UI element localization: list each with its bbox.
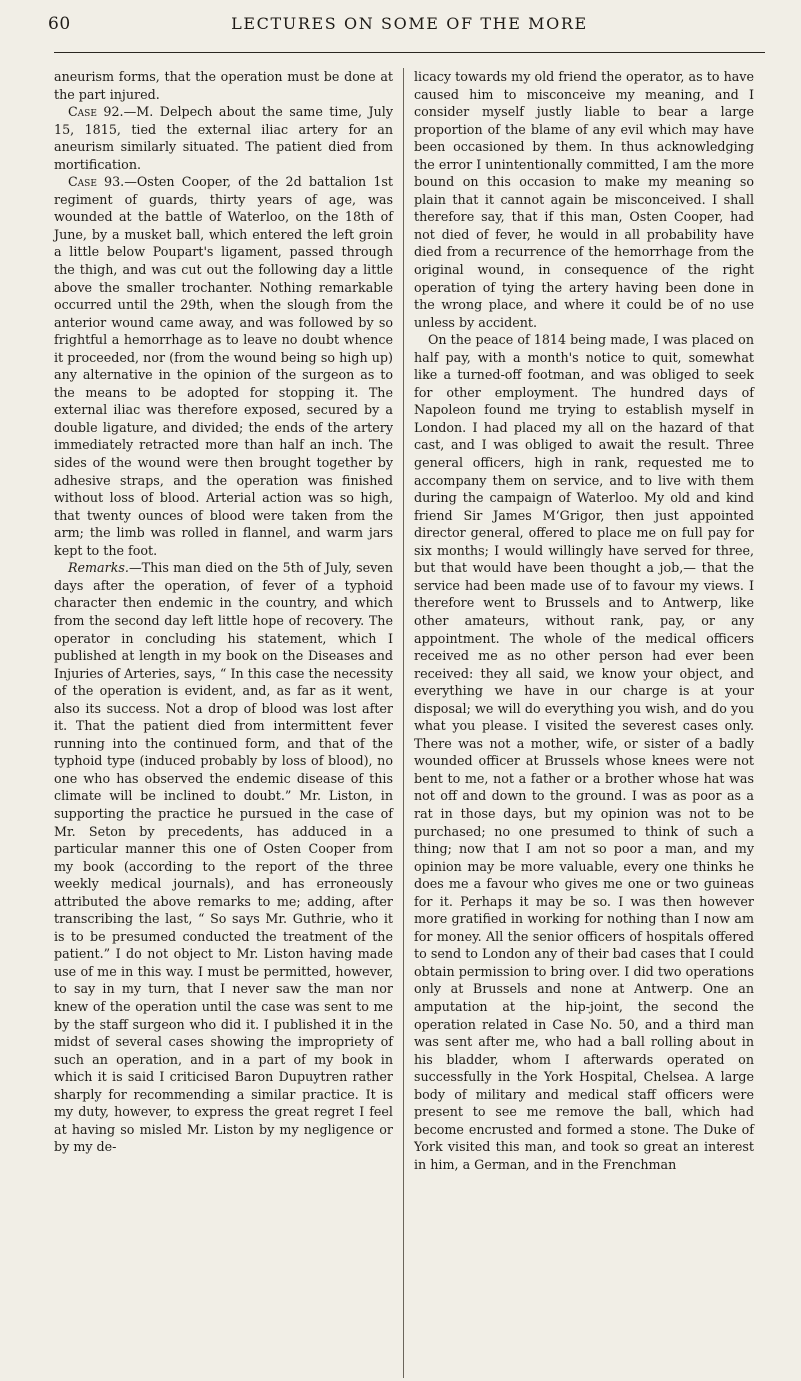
remarks-text: —This man died on the 5th of July, seven days after the operation, of fever of a typhoid character then endemic in the country, and which from the second day left little hope of recovery. The operator in concluding his statement, which I published at length in my book on the Diseases and Injuries of Arteries, says, “ In this case the necessity of the operation is evident, and, as far as it went, also its success. Not a drop of blood was lost after it. That the patient died from intermittent fever running into the continued form, and that of the typhoid type (induced probably by loss of blood), no one who has observed the endemic disease of this climate will be inclined to doubt.” Mr. Liston, in supporting the practice he pursued in the case of Mr. Seton by precedents, has adduced in a particular manner this one of Osten Cooper from my book (according to the report of the three weekly medical journals), and has erroneously attributed the above remarks to me; adding, after transcribing the last, “ So says Mr. Guthrie, who it is to be presumed conducted the treatment of the patient.” I do not object to Mr. Liston having made use of me in this way. I must be permitted, however, to say in my turn, that I never saw the man nor knew of the operation until the case was sent to me by the staff surgeon who did it. I published it in the midst of several cases showing the impropriety of such an operation, and in a part of my book in which it is said I criticised Baron Dupuytren rather sharply for recommending a similar practice. It is my duty, however, to express the great regret I feel at having so misled Mr. Liston by my negligence or by my de- (54, 560, 393, 1155)
paragraph: licacy towards my old friend the operator, as to have caused him to misconceive my meaning, and I consider myself justly liable to bear a large proportion of the blame of any evil which may have been occasioned by them. In thus acknowledging the error I unintentionally committed, I am the more bound on this occasion to make my meaning so plain that it cannot again be misconceived. I shall therefore say, that if this man, Osten Cooper, had not died of fever, he would in all probability have died from a recurrence of the hemorrhage from the original wound, in consequence of the right operation of tying the artery having been done in the wrong place, and where it could be of no use unless by accident. (414, 69, 754, 330)
case-92-paragraph (54, 103, 393, 173)
column-divider (403, 68, 404, 1378)
left-column (54, 68, 393, 1156)
case-label: Case 92. (67, 104, 124, 120)
remarks-label: Remarks. (67, 560, 129, 576)
page-number: 60 (48, 14, 71, 34)
case-label: Case 93. (67, 174, 125, 190)
header-rule (54, 52, 765, 53)
remarks-paragraph (54, 559, 393, 1156)
paragraph: aneurism forms, that the operation must be done at the part injured. (54, 69, 393, 102)
page-header (48, 14, 771, 44)
paragraph: On the peace of 1814 being made, I was placed on half pay, with a month's notice to quit, somewhat like a turned-off footman, and was obliged to seek for other employment. The hundred days of Napoleon found me trying to establish myself in London. I had placed my all on the hazard of that cast, and I was obliged to await the result. Three general officers, high in rank, requested me to accompany them on service, and to live with them during the campaign of Waterloo. My old and kind friend Sir James M‘Grigor, then just appointed director general, offered to place me on full pay for six months; I would willingly have served for three, but that would have been thought a job,— that the service had been made use of to favour my views. I therefore went to Brussels and to Antwerp, like other amateurs, without rank, pay, or any appointment. The whole of the medical officers received me as no other person had ever been received: they all said, we know your object, and everything we have in our charge is at your disposal; we will do everything you wish, and do you what you please. I visited the severest cases only. There was not a mother, wife, or sister of a badly wounded officer at Brussels whose knees were not bent to me, not a father or a brother whose hat was not off and down to the ground. I was as poor as a rat in those days, but my opinion was not to be purchased; no one presumed to think of such a thing; now that I am not so poor a man, and my opinion may be more valuable, every one thinks he does me a favour who gives me one or two guineas for it. Perhaps it may be so. I was then however more gratified in working for nothing than I now am for money. All the senior officers of hospitals offered to send to London any of their bad cases that I could obtain permission to bring over. I did two operations only at Brussels and none at Antwerp. One an amputation at the hip-joint, the second the operation related in Case No. 50, and a third man was sent after me, who had a ball rolling about in his bladder, whom I afterwards operated on successfully in the York Hospital, Chelsea. A large body of military and medical staff officers were present to see me remove the ball, which had become encrusted and formed a stone. The Duke of York visited this man, and took so great an interest in him, a German, and in the Frenchman (414, 332, 754, 1172)
case-text: —Osten Cooper, of the 2d battalion 1st regiment of guards, thirty years of age, was wounded at the battle of Waterloo, on the 18th of June, by a musket ball, which entered the left groin a little below Poupart's ligament, passed through the thigh, and was cut out the following day a little above the smaller trochanter. Nothing remarkable occurred until the 29th, when the slough from the anterior wound came away, and was followed by so frightful a hemorrhage as to leave no doubt whence it proceeded, nor (from the wound being so high up) any alternative in the opinion of the surgeon as to the means to be adopted for stopping it. The external iliac was therefore exposed, secured by a double ligature, and divided; the ends of the artery immediately retracted more than half an inch. The sides of the wound were then brought together by adhesive straps, and the operation was finished without loss of blood. Arterial action was so high, that twenty ounces of blood were taken from the arm; the limb was rolled in flannel, and warm jars kept to the foot. (54, 174, 393, 558)
case-text: —M. Delpech about the same time, July 15, 1815, tied the external iliac artery for an aneurism similarly situated. The patient died from mortification. (54, 104, 393, 172)
case-93-paragraph (54, 173, 393, 559)
running-head: LECTURES ON SOME OF THE MORE (231, 14, 588, 33)
right-column (414, 68, 754, 1173)
